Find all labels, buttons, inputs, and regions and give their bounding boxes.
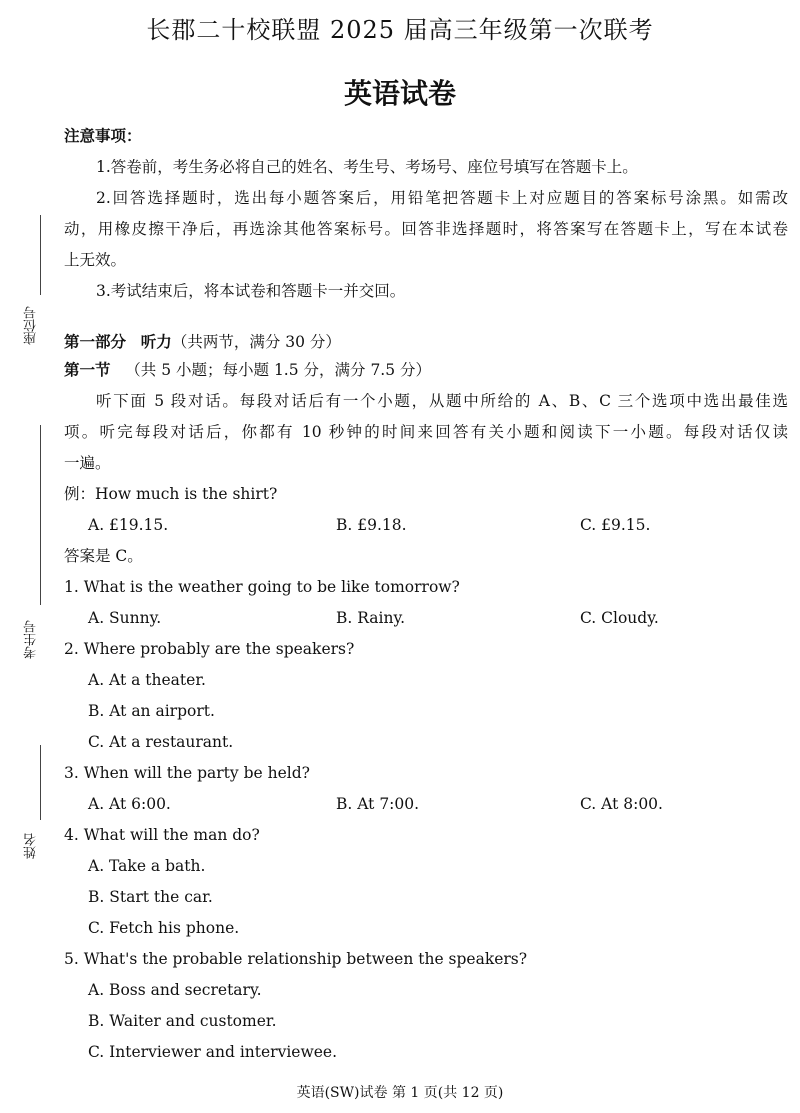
question-3-option-a: A. At 6:00. <box>88 795 171 813</box>
notice-item-2-line-1: 2.回答选择题时，选出每小题答案后，用铅笔把答题卡上对应题目的答案标号涂黑。如需改 <box>96 189 788 207</box>
question-1-stem: 1. What is the weather going to be like tomorrow? <box>64 578 460 596</box>
question-5-option-c: C. Interviewer and interviewee. <box>88 1043 337 1061</box>
seat-number-label: 座位号 <box>24 306 39 345</box>
example-options <box>64 510 788 541</box>
example-option-a: A. £19.15. <box>88 516 169 534</box>
part1-note: （共两节，满分 30 分） <box>171 333 341 351</box>
part1-name: 听力 <box>140 333 172 351</box>
part1-label: 第一部分 <box>64 333 127 351</box>
question-2-stem: 2. Where probably are the speakers? <box>64 640 355 658</box>
instruction-line-2: 项。听完每段对话后，你都有 10 秒钟的时间来回答有关小题和阅读下一小题。每段对话仅读 <box>64 423 788 441</box>
name-line <box>40 745 41 820</box>
question-4-stem: 4. What will the man do? <box>64 826 260 844</box>
instruction-line-1: 听下面 5 段对话。每段对话后有一个小题，从题中所给的 A、B、C 三个选项中选出最佳选 <box>96 392 788 410</box>
question-4-option-a: A. Take a bath. <box>88 857 206 875</box>
example-option-b: B. £9.18. <box>336 516 407 534</box>
instruction-line-3: 一遍。 <box>64 454 111 472</box>
name-label: 姓名 <box>24 833 39 859</box>
notice-item-2-line-3: 上无效。 <box>64 251 127 269</box>
question-1-options <box>64 603 788 634</box>
example-answer: 答案是 C。 <box>64 547 143 565</box>
exam-content <box>64 121 788 1068</box>
question-2-option-c: C. At a restaurant. <box>88 733 234 751</box>
question-3-option-b: B. At 7:00. <box>336 795 420 813</box>
exam-title: 长郡二十校联盟 2025 届高三年级第一次联考 <box>146 16 654 44</box>
exam-number-field[interactable] <box>22 425 44 660</box>
question-3-options <box>64 789 788 820</box>
question-5-stem: 5. What's the probable relationship between the speakers? <box>64 950 528 968</box>
name-field[interactable] <box>22 745 44 860</box>
subject-title: 英语试卷 <box>343 77 456 110</box>
notice-item-2-line-2: 动，用橡皮擦干净后，再选涂其他答案标号。回答非选择题时，将答案写在答题卡上，写在本试卷 <box>64 220 788 238</box>
exam-number-label: 考生号 <box>24 620 39 659</box>
question-2-option-b: B. At an airport. <box>88 702 215 720</box>
section1-label: 第一节 <box>64 361 111 379</box>
question-2-option-a: A. At a theater. <box>88 671 206 689</box>
question-3-stem: 3. When will the party be held? <box>64 764 310 782</box>
question-1-option-b: B. Rainy. <box>336 609 406 627</box>
question-5-option-a: A. Boss and secretary. <box>88 981 262 999</box>
part1-heading <box>64 327 788 358</box>
section1-note: （共 5 小题；每小题 1.5 分，满分 7.5 分） <box>125 361 432 379</box>
example-question: 例：How much is the shirt? <box>64 485 278 503</box>
seat-number-line <box>40 215 41 295</box>
notice-heading: 注意事项： <box>64 127 142 145</box>
question-1-option-a: A. Sunny. <box>88 609 162 627</box>
question-4-option-b: B. Start the car. <box>88 888 213 906</box>
question-4-option-c: C. Fetch his phone. <box>88 919 240 937</box>
section1-heading <box>64 355 788 386</box>
question-5-option-b: B. Waiter and customer. <box>88 1012 277 1030</box>
notice-item-1: 1.答卷前，考生务必将自己的姓名、考生号、考场号、座位号填写在答题卡上。 <box>96 158 638 176</box>
seat-number-field[interactable] <box>22 215 44 345</box>
example-option-c: C. £9.15. <box>580 516 651 534</box>
question-3-option-c: C. At 8:00. <box>580 795 663 813</box>
question-1-option-c: C. Cloudy. <box>580 609 659 627</box>
notice-item-3: 3.考试结束后，将本试卷和答题卡一并交回。 <box>96 282 406 300</box>
page-footer: 英语(SW)试卷 第 1 页(共 12 页) <box>296 1085 504 1101</box>
exam-number-line <box>40 425 41 605</box>
